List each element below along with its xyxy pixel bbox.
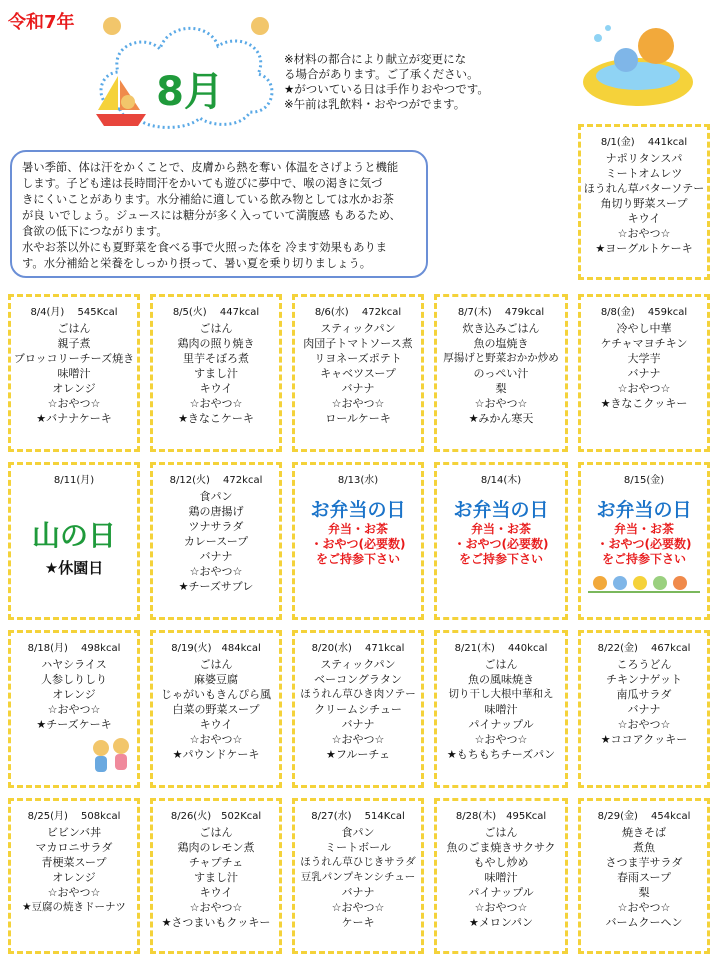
bento-day-title: お弁当の日 — [596, 499, 692, 521]
menu-item: じゃがいもきんぴら風 — [161, 688, 271, 701]
intro-message — [10, 150, 428, 278]
menu-item: ★チーズサブレ — [178, 580, 254, 593]
day-header: 8/20(水) 471kcal — [311, 643, 405, 654]
day-header: 8/8(金) 459kcal — [600, 307, 688, 318]
menu-item: ころうどん — [616, 658, 672, 671]
menu-item: ほうれん草ひき肉ソテー — [300, 688, 416, 700]
day-header: 8/1(金) 441kcal — [600, 137, 688, 148]
bento-note: ・おやつ(必要数) — [596, 537, 692, 551]
menu-item: 里芋そぼろ煮 — [183, 352, 249, 365]
note-line: ★がついている日は手作りおやつです。 — [284, 82, 489, 96]
menu-item: チキンナゲット — [605, 673, 682, 686]
day-header: 8/5(火) 447kcal — [172, 307, 260, 318]
menu-card-0813 — [292, 462, 424, 620]
day-header: 8/21(木) 440kcal — [454, 643, 548, 654]
menu-card-0825 — [8, 798, 140, 954]
day-header: 8/11(月) — [53, 475, 95, 486]
menu-item: ごはん — [484, 658, 518, 671]
menu-card-0812 — [150, 462, 282, 620]
menu-item: 大学芋 — [627, 352, 661, 365]
menu-item: クリームシチュー — [314, 703, 402, 716]
animals-line-illustration — [586, 569, 702, 595]
bento-day-title: お弁当の日 — [453, 499, 549, 521]
bento-day-title: お弁当の日 — [310, 499, 406, 521]
day-header: 8/28(木) 495Kcal — [455, 811, 547, 822]
intro-line: す。水分補給と栄養をしっかり摂って、暑い夏を乗り切りましょう。 — [22, 257, 372, 270]
kids-pool-illustration — [578, 10, 698, 110]
menu-item: 魚のごま焼きサクサク — [446, 841, 556, 854]
day-header: 8/27(水) 514Kcal — [311, 811, 405, 822]
menu-item: スティックパン — [320, 322, 396, 335]
menu-item: ブロッコリーチーズ焼き — [13, 352, 135, 365]
menu-item: 煮魚 — [633, 841, 655, 854]
menu-card-0827 — [292, 798, 424, 954]
menu-item: ★さつまいもクッキー — [161, 916, 271, 929]
menu-item: 豆乳パンプキンシチュー — [300, 871, 416, 883]
menu-item: オレンジ — [52, 871, 96, 884]
menu-item: ☆おやつ☆ — [617, 901, 671, 914]
menu-item: ミートオムレツ — [605, 167, 683, 180]
menu-item: 味噌汁 — [484, 871, 518, 884]
bento-note: をご持参下さい — [315, 552, 400, 566]
day-header: 8/14(木) — [480, 475, 522, 486]
menu-item: 人参しりしり — [41, 673, 107, 686]
menu-item: 魚の塩焼き — [473, 337, 529, 350]
menu-item: ★きなこケーキ — [178, 412, 254, 425]
menu-item: 味噌汁 — [57, 367, 91, 380]
menu-item: バナナ — [341, 382, 375, 395]
menu-item: ベーコングラタン — [314, 673, 402, 686]
menu-item: 鶏肉のレモン煮 — [177, 841, 255, 854]
menu-item: ☆おやつ☆ — [331, 733, 385, 746]
menu-item: ☆おやつ☆ — [47, 886, 101, 899]
day-header: 8/25(月) 508kcal — [27, 811, 121, 822]
menu-item: ★きなこクッキー — [600, 397, 688, 410]
menu-item: キウイ — [199, 382, 233, 395]
menu-item: 南瓜サラダ — [616, 688, 672, 701]
menu-item: 角切り野菜スープ — [600, 197, 688, 210]
intro-line: 水やお茶以外にも夏野菜を食べる事で火照った体を 冷ます効果もありま — [22, 241, 388, 254]
menu-item: ★みかん寒天 — [468, 412, 534, 425]
menu-item: ★ココアクッキー — [600, 733, 688, 746]
menu-item: ☆おやつ☆ — [617, 227, 671, 240]
note-line: ※材料の都合により献立が変更にな — [284, 52, 467, 66]
menu-item: チャプチェ — [188, 856, 244, 869]
menu-card-0806 — [292, 294, 424, 452]
day-header: 8/26(火) 502Kcal — [170, 811, 262, 822]
menu-item: リヨネーズポテト — [314, 352, 402, 365]
menu-item: 厚揚げと野菜おかか炒め — [443, 352, 559, 364]
menu-card-0822 — [578, 630, 710, 788]
menu-item: ☆おやつ☆ — [331, 397, 385, 410]
intro-line: きにくいことがあります。水分補給に適している飲み物としては水かお茶 — [22, 193, 394, 206]
menu-item: ★バナナケーキ — [36, 412, 112, 425]
menu-item: パイナップル — [468, 886, 534, 899]
menu-item: 味噌汁 — [484, 703, 518, 716]
menu-item: ☆おやつ☆ — [189, 565, 243, 578]
menu-item: 魚の風味焼き — [468, 673, 534, 686]
day-header: 8/7(木) 479kcal — [457, 307, 545, 318]
menu-item: 親子煮 — [57, 337, 91, 350]
menu-item: オレンジ — [52, 382, 96, 395]
menu-card-0821 — [434, 630, 568, 788]
menu-item: ごはん — [199, 322, 233, 335]
menu-item: ☆おやつ☆ — [331, 901, 385, 914]
menu-item: 肉団子トマトソース煮 — [303, 337, 413, 350]
menu-item: ★もちもちチーズパン — [446, 748, 556, 761]
menu-item: さつま芋サラダ — [605, 856, 683, 869]
menu-item: ☆おやつ☆ — [474, 733, 528, 746]
menu-card-0815 — [578, 462, 710, 620]
menu-item: キウイ — [627, 212, 661, 225]
menu-card-0818 — [8, 630, 140, 788]
menu-item: ごはん — [57, 322, 91, 335]
day-header: 8/22(金) 467kcal — [597, 643, 691, 654]
menu-card-0805 — [150, 294, 282, 452]
menu-card-0804 — [8, 294, 140, 452]
menu-item: バナナ — [627, 703, 661, 716]
menu-card-0829 — [578, 798, 710, 954]
menu-item: ごはん — [199, 658, 233, 671]
menu-card-0820 — [292, 630, 424, 788]
holiday-closed-label: ★休園日 — [44, 559, 104, 577]
menu-item: ☆おやつ☆ — [474, 901, 528, 914]
menu-item: スティックパン — [320, 658, 396, 671]
menu-item: すまし汁 — [194, 871, 238, 884]
menu-item: 白菜の野菜スープ — [172, 703, 260, 716]
bento-note: ・おやつ(必要数) — [453, 537, 549, 551]
menu-item: 食パン — [341, 826, 375, 839]
menu-item: もやし炒め — [473, 856, 529, 869]
day-header: 8/13(水) — [337, 475, 379, 486]
menu-item: 梨 — [638, 886, 650, 899]
kids-playing-illustration — [85, 736, 137, 782]
menu-item: キャベツスープ — [320, 367, 396, 380]
menu-item: のっぺい汁 — [473, 367, 529, 380]
menu-item: バームクーヘン — [605, 916, 683, 929]
day-header: 8/19(火) 484kcal — [171, 643, 261, 654]
menu-item: ☆おやつ☆ — [189, 397, 243, 410]
menu-item: オレンジ — [52, 688, 96, 701]
notes-block — [284, 52, 554, 112]
boat-dog-illustration — [92, 72, 150, 130]
menu-item: すまし汁 — [194, 367, 238, 380]
note-line: る場合があります。ご了承ください。 — [284, 67, 479, 81]
menu-item: ごはん — [484, 826, 518, 839]
menu-item: 青梗菜スープ — [41, 856, 107, 869]
menu-item: ごはん — [199, 826, 233, 839]
menu-item: 冷やし中華 — [616, 322, 672, 335]
menu-item: ミートボール — [325, 841, 391, 854]
menu-item: キウイ — [199, 886, 233, 899]
day-header: 8/15(金) — [623, 475, 665, 486]
menu-item: 梨 — [495, 382, 507, 395]
menu-item: 鶏肉の照り焼き — [177, 337, 255, 350]
page-title: 8月 — [156, 69, 224, 115]
intro-line: 暑い季節、体は汗をかくことで、皮膚から熱を奪い 体温をさげようと機能 — [22, 161, 399, 174]
menu-item: ★メロンパン — [468, 916, 534, 929]
bento-note: 弁当・お茶 — [327, 522, 388, 536]
intro-line: 食欲の低下につながります。 — [22, 225, 168, 238]
menu-item: ロールケーキ — [325, 412, 391, 425]
day-header: 8/6(水) 472kcal — [314, 307, 402, 318]
holiday-title: 山の日 — [31, 519, 116, 552]
day-header: 8/12(火) 472kcal — [169, 475, 263, 486]
menu-item: パイナップル — [468, 718, 534, 731]
menu-item: 焼きそば — [622, 826, 666, 839]
menu-item: 炊き込みごはん — [462, 322, 540, 335]
intro-line: します。子ども達は長時間汗をかいても遊びに夢中で、喉の渇きに気づ — [22, 177, 383, 190]
menu-item: ★チーズケーキ — [36, 718, 112, 731]
note-line: ※午前は乳飲料・おやつがでます。 — [284, 97, 466, 111]
menu-item: ケーキ — [341, 916, 375, 929]
menu-item: カレースープ — [183, 535, 249, 548]
menu-card-0826 — [150, 798, 282, 954]
bento-note: 弁当・お茶 — [613, 522, 674, 536]
menu-item: 春雨スープ — [617, 871, 671, 884]
bento-note: をご持参下さい — [458, 552, 543, 566]
menu-item: 切り干し大根中華和え — [448, 688, 554, 700]
day-header: 8/18(月) 498kcal — [27, 643, 121, 654]
menu-item: バナナ — [341, 886, 375, 899]
menu-card-0819 — [150, 630, 282, 788]
menu-card-0814 — [434, 462, 568, 620]
day-header: 8/4(月) 545Kcal — [30, 307, 118, 318]
era-label: 令和7年 — [8, 12, 75, 33]
menu-item: ☆おやつ☆ — [47, 397, 101, 410]
menu-item: ★フルーチェ — [325, 748, 391, 761]
menu-item: ほうれん草バターソテー — [583, 182, 705, 195]
menu-item: ☆おやつ☆ — [189, 901, 243, 914]
menu-card-0807 — [434, 294, 568, 452]
menu-item: キウイ — [199, 718, 233, 731]
menu-card-0808 — [578, 294, 710, 452]
menu-item: 食パン — [199, 490, 233, 503]
menu-item: ☆おやつ☆ — [617, 382, 671, 395]
menu-item: ほうれん草ひじきサラダ — [300, 856, 416, 868]
menu-item: ナポリタンスパ — [605, 152, 683, 165]
intro-line: が良 いでしょう。ジュースには糖分が多く入っていて満腹感 もあるため、 — [22, 209, 401, 222]
bento-note: をご持参下さい — [601, 552, 686, 566]
menu-item: 鶏の唐揚げ — [188, 505, 244, 518]
menu-item: ★豆腐の焼きドーナツ — [22, 901, 126, 913]
day-header: 8/29(金) 454kcal — [597, 811, 691, 822]
menu-item: 麻婆豆腐 — [194, 673, 238, 686]
menu-item: ☆おやつ☆ — [617, 718, 671, 731]
menu-item: バナナ — [199, 550, 233, 563]
menu-item: ビビンバ丼 — [46, 826, 102, 839]
menu-item: ★ヨーグルトケーキ — [595, 242, 693, 255]
menu-item: ☆おやつ☆ — [47, 703, 101, 716]
bento-note: ・おやつ(必要数) — [310, 537, 406, 551]
menu-item: ☆おやつ☆ — [189, 733, 243, 746]
bento-note: 弁当・お茶 — [470, 522, 531, 536]
menu-item: マカロニサラダ — [35, 841, 113, 854]
menu-item: ☆おやつ☆ — [474, 397, 528, 410]
menu-item: バナナ — [341, 718, 375, 731]
menu-card-0828 — [434, 798, 568, 954]
menu-item: ★パウンドケーキ — [172, 748, 260, 761]
menu-card-0801 — [578, 124, 710, 280]
menu-item: ケチャマヨチキン — [600, 337, 688, 350]
menu-item: ハヤシライス — [41, 658, 107, 671]
menu-item: ツナサラダ — [188, 520, 244, 533]
menu-item: バナナ — [627, 367, 661, 380]
menu-card-0811 — [8, 462, 140, 620]
